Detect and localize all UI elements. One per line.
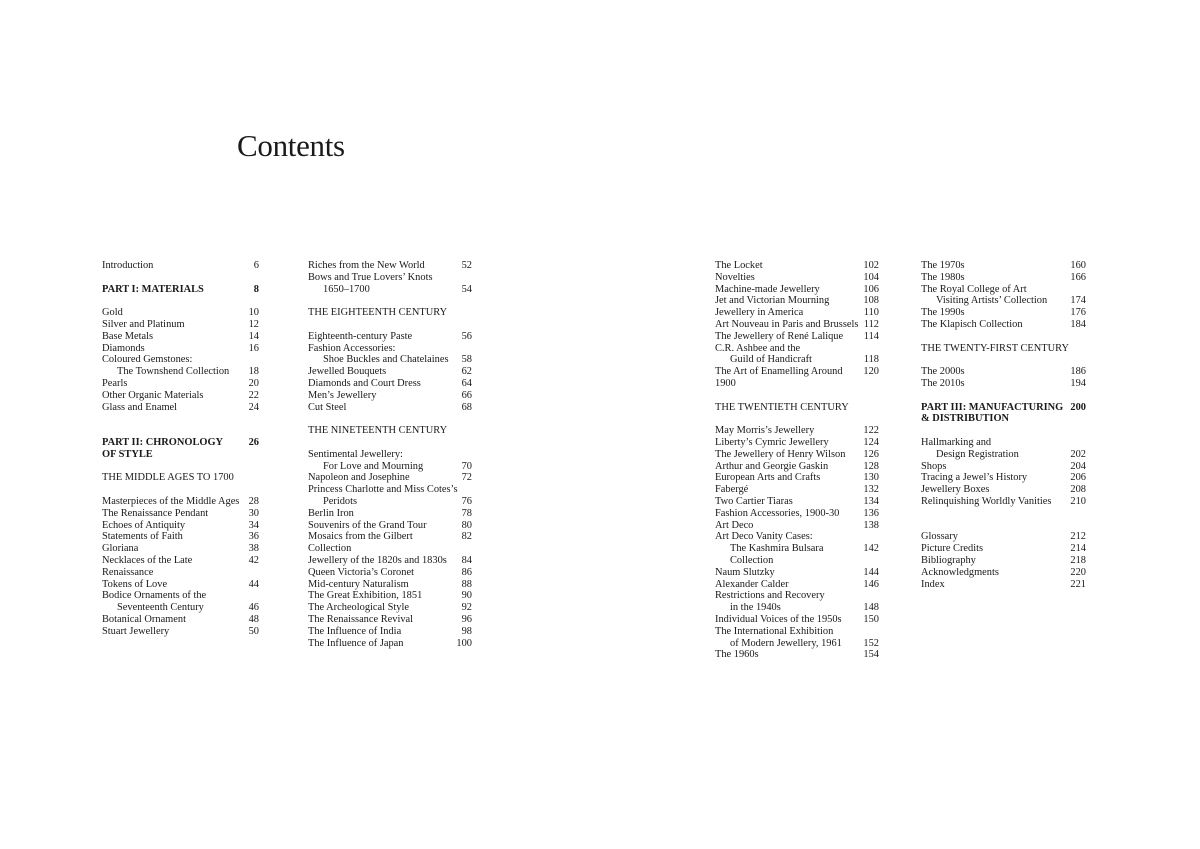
toc-entry-title: Mosaics from the Gilbert Collection: [308, 531, 413, 555]
toc-entry-title: The Art of Enamelling Around 1900: [715, 366, 843, 389]
toc-entry-title: Masterpieces of the Middle Ages: [102, 495, 240, 507]
toc-entry-title: Two Cartier Tiaras: [715, 495, 793, 507]
toc-entry-page: 66: [461, 389, 472, 401]
toc-entry-page: 144: [863, 566, 879, 578]
toc-entry: [715, 649, 879, 661]
toc-entry-title: Jewellery Boxes: [921, 484, 990, 496]
toc-entry-title: The Royal College of Art: [921, 283, 1027, 295]
toc-entry-page: 130: [863, 472, 879, 484]
toc-entry-title: PART II: CHRONOLOGY OF STYLE: [102, 436, 224, 460]
toc-entry: [102, 390, 259, 402]
toc-entry: [102, 307, 259, 319]
toc-entry-title: THE NINETEENTH CENTURY: [308, 425, 448, 437]
toc-entry: [308, 602, 472, 614]
toc-column-1: [102, 260, 259, 638]
toc-entry-page: 150: [863, 613, 879, 625]
toc-entry-title: Stuart Jewellery: [102, 625, 170, 637]
toc-entry-title: Naum Slutzky: [715, 566, 775, 578]
toc-entry: [102, 319, 259, 331]
toc-entry: [921, 531, 1086, 543]
toc-entry: [308, 638, 472, 650]
toc-entry-title: The Renaissance Pendant: [102, 507, 209, 519]
toc-entry-title: Men’s Jewellery: [308, 389, 377, 401]
toc-entry-page: 220: [1070, 566, 1086, 578]
toc-entry: [715, 614, 879, 626]
toc-entry-title: Tokens of Love: [102, 578, 168, 590]
toc-entry: [921, 555, 1086, 567]
toc-entry-title: Bodice Ornaments of the: [102, 590, 207, 602]
toc-entry: [715, 543, 879, 567]
toc-entry-title: Base Metals: [102, 330, 154, 342]
toc-entry-page: 184: [1070, 318, 1086, 330]
toc-entry-title: Hallmarking and: [921, 436, 992, 448]
toc-entry-title: Jewellery of the 1820s and 1830s: [308, 554, 447, 566]
toc-entry-title: The Locket: [715, 260, 763, 271]
toc-entry-title: Fashion Accessories, 1900-30: [715, 507, 840, 519]
toc-entry-page: 90: [461, 590, 472, 602]
toc-entry-title: Riches from the New World: [308, 260, 425, 271]
toc-entry-page: 6: [253, 260, 259, 271]
toc-entry-title: Introduction: [102, 260, 154, 271]
toc-entry: [308, 402, 472, 414]
toc-column-4: [921, 260, 1086, 590]
toc-entry: [715, 319, 879, 331]
toc-entry-title: Diamonds: [102, 342, 145, 354]
toc-entry-title: For Love and Mourning: [323, 460, 424, 472]
toc-entry: [308, 331, 472, 343]
toc-entry-page: 210: [1070, 495, 1086, 507]
toc-entry: [921, 378, 1086, 390]
toc-entry-page: 98: [461, 625, 472, 637]
toc-entry-page: 114: [863, 330, 879, 342]
toc-entry-title: Queen Victoria’s Coronet: [308, 566, 414, 578]
toc-entry-title: Mid-century Naturalism: [308, 578, 409, 590]
toc-entry-page: 221: [1070, 578, 1086, 590]
toc-entry-page: 18: [248, 366, 259, 378]
toc-entry: [921, 449, 1086, 461]
toc-entry-title: Visiting Artists’ Collection: [936, 295, 1048, 307]
toc-entry-title: The Jewellery of René Lalique: [715, 330, 844, 342]
toc-entry-page: 160: [1070, 260, 1086, 271]
toc-entry-page: 120: [863, 366, 879, 378]
toc-entry: [715, 343, 879, 355]
toc-entry: [715, 461, 879, 473]
toc-entry: [921, 461, 1086, 473]
toc-entry-title: Diamonds and Court Dress: [308, 377, 421, 389]
toc-entry-title: Arthur and Georgie Gaskin: [715, 460, 829, 472]
toc-entry-title: Alexander Calder: [715, 578, 789, 590]
toc-entry-title: Jewelled Bouquets: [308, 366, 387, 378]
toc-entry: [921, 437, 1086, 449]
toc-entry-page: 36: [248, 531, 259, 543]
toc-entry: [715, 449, 879, 461]
toc-entry-title: Relinquishing Worldly Vanities: [921, 495, 1052, 507]
toc-entry-page: 122: [863, 425, 879, 437]
toc-entry-title: Berlin Iron: [308, 507, 354, 519]
toc-entry: [921, 579, 1086, 591]
toc-entry: [715, 472, 879, 484]
toc-entry: [102, 472, 259, 484]
toc-entry-page: 42: [248, 554, 259, 566]
toc-entry-page: 72: [461, 472, 472, 484]
toc-entry-title: THE MIDDLE AGES TO 1700: [102, 472, 234, 484]
toc-entry-page: 64: [461, 377, 472, 389]
toc-entry: [715, 531, 879, 543]
toc-entry-title: Fabergé: [715, 484, 749, 496]
toc-entry-page: 50: [248, 625, 259, 637]
toc-entry-title: PART I: MATERIALS: [102, 283, 204, 295]
toc-entry: [921, 343, 1086, 355]
toc-entry-page: 30: [248, 507, 259, 519]
toc-entry-page: 14: [248, 330, 259, 342]
toc-entry: [308, 614, 472, 626]
toc-entry: [921, 484, 1086, 496]
toc-entry: [308, 496, 472, 508]
toc-entry: [308, 461, 472, 473]
toc-entry-title: in the 1940s: [730, 602, 781, 614]
toc-entry: [308, 378, 472, 390]
toc-entry: [308, 449, 472, 461]
toc-entry-page: 218: [1070, 554, 1086, 566]
toc-entry-page: 166: [1070, 271, 1086, 283]
toc-entry-title: Gloriana: [102, 543, 139, 555]
toc-entry-title: THE TWENTY-FIRST CENTURY: [921, 342, 1069, 354]
toc-entry: [715, 579, 879, 591]
toc-entry: [102, 602, 259, 614]
toc-entry-page: 108: [863, 295, 879, 307]
toc-entry-page: 202: [1070, 448, 1086, 460]
toc-entry-title: Bows and True Lovers’ Knots: [308, 271, 433, 283]
toc-entry-title: Jet and Victorian Mourning: [715, 295, 830, 307]
toc-entry-title: Gold: [102, 307, 123, 319]
toc-entry-page: 38: [248, 543, 259, 555]
toc-entry: [715, 402, 879, 414]
toc-entry-page: 52: [461, 260, 472, 271]
toc-entry: [102, 378, 259, 390]
toc-entry: [102, 579, 259, 591]
toc-entry: [102, 343, 259, 355]
toc-entry-page: 204: [1070, 460, 1086, 472]
toc-entry-page: 96: [461, 613, 472, 625]
toc-entry: [715, 425, 879, 437]
toc-entry: [308, 508, 472, 520]
toc-entry: [308, 555, 472, 567]
toc-entry-page: 84: [461, 554, 472, 566]
toc-entry: [308, 579, 472, 591]
toc-entry-title: The 2010s: [921, 377, 965, 389]
toc-entry-title: The International Exhibition: [715, 625, 834, 637]
toc-entry-page: 206: [1070, 472, 1086, 484]
toc-entry-title: The Kashmira Bulsara Collection: [730, 543, 824, 566]
toc-entry: [308, 354, 472, 366]
toc-entry: [715, 602, 879, 614]
toc-entry-page: 112: [863, 318, 879, 330]
toc-entry-title: Botanical Ornament: [102, 613, 186, 625]
toc-entry-title: European Arts and Crafts: [715, 472, 821, 484]
toc-entry: [715, 437, 879, 449]
toc-entry-title: Eighteenth-century Paste: [308, 330, 413, 342]
toc-entry-title: The Klapisch Collection: [921, 318, 1023, 330]
toc-entry-title: of Modern Jewellery, 1961: [730, 637, 842, 649]
toc-entry-title: THE TWENTIETH CENTURY: [715, 401, 849, 413]
toc-entry: [102, 543, 259, 555]
toc-entry-page: 212: [1070, 531, 1086, 543]
toc-entry: [921, 295, 1086, 307]
toc-entry-page: 132: [863, 484, 879, 496]
toc-entry: [921, 319, 1086, 331]
toc-entry: [102, 354, 259, 366]
toc-entry: [715, 284, 879, 296]
toc-entry-title: PART III: MANUFACTURING & DISTRIBUTION: [921, 401, 1064, 425]
toc-entry-page: 34: [248, 519, 259, 531]
toc-entry-title: The Archeological Style: [308, 602, 409, 614]
toc-entry: [102, 331, 259, 343]
toc-entry: [715, 638, 879, 650]
toc-entry-title: Art Deco: [715, 519, 754, 531]
toc-entry: [921, 543, 1086, 555]
toc-entry-page: 100: [456, 637, 472, 649]
toc-entry-title: Individual Voices of the 1950s: [715, 613, 842, 625]
toc-entry-page: 54: [461, 283, 472, 295]
toc-entry-title: Glossary: [921, 531, 958, 543]
toc-entry: [102, 555, 259, 579]
toc-entry-title: Tracing a Jewel’s History: [921, 472, 1028, 484]
toc-entry-title: Sentimental Jewellery:: [308, 448, 403, 460]
toc-entry-title: 1650–1700: [323, 283, 370, 295]
toc-entry: [102, 520, 259, 532]
toc-entry: [715, 520, 879, 532]
toc-entry-page: 136: [863, 507, 879, 519]
toc-entry: [102, 284, 259, 296]
toc-entry-title: Silver and Platinum: [102, 318, 185, 330]
toc-entry-page: 194: [1070, 377, 1086, 389]
toc-entry-page: 138: [863, 519, 879, 531]
toc-entry-title: The Influence of India: [308, 625, 402, 637]
toc-entry: [308, 531, 472, 555]
toc-entry: [921, 307, 1086, 319]
toc-entry-title: The 1990s: [921, 307, 965, 319]
toc-entry-title: Coloured Gemstones:: [102, 354, 193, 366]
toc-entry-title: Guild of Handicraft: [730, 354, 812, 366]
toc-entry: [921, 402, 1086, 426]
toc-entry: [921, 567, 1086, 579]
toc-entry: [921, 260, 1086, 272]
toc-entry-page: 82: [461, 531, 472, 543]
toc-entry-title: Index: [921, 578, 945, 590]
toc-entry-title: Design Registration: [936, 448, 1019, 460]
toc-entry-page: 110: [863, 307, 879, 319]
toc-entry-title: Pearls: [102, 377, 128, 389]
toc-entry-title: The Great Exhibition, 1851: [308, 590, 423, 602]
toc-entry: [102, 496, 259, 508]
toc-entry: [308, 484, 472, 496]
toc-entry-page: 102: [863, 260, 879, 271]
page-title: Contents: [237, 128, 345, 163]
toc-entry-title: Other Organic Materials: [102, 389, 204, 401]
toc-entry-title: Novelties: [715, 271, 755, 283]
toc-entry-page: 8: [253, 283, 259, 295]
toc-entry-title: Peridots: [323, 495, 358, 507]
toc-entry-title: Napoleon and Josephine: [308, 472, 410, 484]
toc-entry-page: 26: [248, 436, 259, 448]
toc-entry-page: 62: [461, 366, 472, 378]
toc-entry: [308, 626, 472, 638]
toc-entry-title: The 2000s: [921, 366, 965, 378]
toc-entry-page: 174: [1070, 295, 1086, 307]
toc-column-3: [715, 260, 879, 661]
toc-entry: [308, 366, 472, 378]
toc-entry: [921, 284, 1086, 296]
toc-entry-page: 88: [461, 578, 472, 590]
toc-entry: [715, 307, 879, 319]
toc-entry: [308, 343, 472, 355]
toc-entry-page: 44: [248, 578, 259, 590]
toc-entry-title: Echoes of Antiquity: [102, 519, 186, 531]
toc-entry: [102, 626, 259, 638]
toc-entry-title: Jewellery in America: [715, 307, 804, 319]
toc-entry: [715, 626, 879, 638]
toc-entry-page: 76: [461, 495, 472, 507]
toc-entry: [102, 614, 259, 626]
toc-entry: [308, 472, 472, 484]
toc-entry-title: Glass and Enamel: [102, 401, 178, 413]
toc-entry-title: Souvenirs of the Grand Tour: [308, 519, 427, 531]
toc-entry: [308, 272, 472, 284]
toc-entry-page: 154: [863, 649, 879, 661]
toc-entry: [308, 425, 472, 437]
toc-entry-page: 106: [863, 283, 879, 295]
toc-entry-title: Shops: [921, 460, 947, 472]
toc-entry-page: 70: [461, 460, 472, 472]
toc-entry: [102, 508, 259, 520]
toc-entry: [715, 272, 879, 284]
toc-entry: [308, 590, 472, 602]
toc-entry: [102, 260, 259, 272]
toc-entry-page: 214: [1070, 543, 1086, 555]
toc-entry-page: 124: [863, 436, 879, 448]
toc-entry-page: 58: [461, 354, 472, 366]
toc-entry-page: 152: [863, 637, 879, 649]
toc-entry-title: Restrictions and Recovery: [715, 590, 825, 602]
toc-entry-title: Liberty’s Cymric Jewellery: [715, 436, 829, 448]
toc-entry-title: The 1980s: [921, 271, 965, 283]
toc-entry-title: Statements of Faith: [102, 531, 183, 543]
toc-entry: [715, 496, 879, 508]
toc-entry-page: 208: [1070, 484, 1086, 496]
toc-entry: [921, 472, 1086, 484]
toc-entry: [921, 272, 1086, 284]
toc-entry-page: 20: [248, 377, 259, 389]
toc-entry-page: 46: [248, 602, 259, 614]
toc-entry-title: Machine-made Jewellery: [715, 283, 820, 295]
toc-entry: [715, 484, 879, 496]
toc-entry-page: 24: [248, 401, 259, 413]
toc-entry: [715, 354, 879, 366]
toc-entry-page: 148: [863, 602, 879, 614]
toc-entry-page: 146: [863, 578, 879, 590]
toc-entry-title: The 1970s: [921, 260, 965, 271]
toc-entry-page: 142: [863, 543, 879, 555]
toc-entry-title: Cut Steel: [308, 401, 347, 413]
toc-entry-page: 118: [863, 354, 879, 366]
toc-entry-title: Princess Charlotte and Miss Cotes’s: [308, 484, 458, 496]
toc-entry-title: The Townshend Collection: [117, 366, 230, 378]
toc-entry: [102, 402, 259, 414]
toc-entry-page: 128: [863, 460, 879, 472]
toc-entry-title: Seventeenth Century: [117, 602, 204, 614]
toc-entry-title: May Morris’s Jewellery: [715, 425, 815, 437]
toc-entry-page: 126: [863, 448, 879, 460]
toc-entry: [715, 567, 879, 579]
toc-entry: [715, 366, 879, 390]
toc-entry: [102, 531, 259, 543]
toc-entry-page: 134: [863, 495, 879, 507]
toc-entry: [715, 295, 879, 307]
toc-entry-page: 80: [461, 519, 472, 531]
toc-entry: [102, 437, 259, 461]
toc-entry: [921, 496, 1086, 508]
toc-entry-page: 22: [248, 389, 259, 401]
toc-entry-title: The Influence of Japan: [308, 637, 404, 649]
toc-entry: [102, 590, 259, 602]
toc-entry: [308, 260, 472, 272]
toc-entry-title: The Jewellery of Henry Wilson: [715, 448, 846, 460]
toc-entry: [308, 567, 472, 579]
toc-entry-page: 104: [863, 271, 879, 283]
toc-entry: [715, 590, 879, 602]
toc-entry: [715, 508, 879, 520]
toc-entry: [308, 520, 472, 532]
toc-entry: [715, 260, 879, 272]
toc-entry-title: Art Deco Vanity Cases:: [715, 531, 813, 543]
toc-column-2: [308, 260, 472, 649]
toc-entry: [715, 331, 879, 343]
toc-entry-page: 78: [461, 507, 472, 519]
toc-entry-page: 56: [461, 330, 472, 342]
toc-entry-page: 10: [248, 307, 259, 319]
toc-entry-page: 86: [461, 566, 472, 578]
toc-entry-page: 68: [461, 401, 472, 413]
toc-entry-title: Shoe Buckles and Chatelaines: [323, 354, 449, 366]
toc-entry-page: 186: [1070, 366, 1086, 378]
toc-entry-title: Fashion Accessories:: [308, 342, 396, 354]
toc-entry-page: 48: [248, 613, 259, 625]
toc-entry: [308, 284, 472, 296]
toc-entry-title: THE EIGHTEENTH CENTURY: [308, 307, 448, 319]
toc-entry-page: 92: [461, 602, 472, 614]
toc-entry: [921, 366, 1086, 378]
toc-entry: [308, 390, 472, 402]
toc-entry-page: 12: [248, 318, 259, 330]
toc-entry-title: The Renaissance Revival: [308, 613, 414, 625]
toc-entry-title: Art Nouveau in Paris and Brussels: [715, 318, 859, 330]
toc-entry-page: 28: [248, 495, 259, 507]
toc-entry: [308, 307, 472, 319]
toc-entry-title: The 1960s: [715, 649, 759, 661]
toc-entry-page: 176: [1070, 307, 1086, 319]
toc-entry-page: 16: [248, 342, 259, 354]
toc-entry-title: C.R. Ashbee and the: [715, 342, 801, 354]
toc-entry-title: Necklaces of the Late Renaissance: [102, 554, 193, 578]
toc-entry-page: 200: [1070, 401, 1086, 413]
toc-entry-title: Picture Credits: [921, 543, 984, 555]
toc-entry: [102, 366, 259, 378]
toc-entry-title: Bibliography: [921, 554, 976, 566]
toc-entry-title: Acknowledgments: [921, 566, 999, 578]
